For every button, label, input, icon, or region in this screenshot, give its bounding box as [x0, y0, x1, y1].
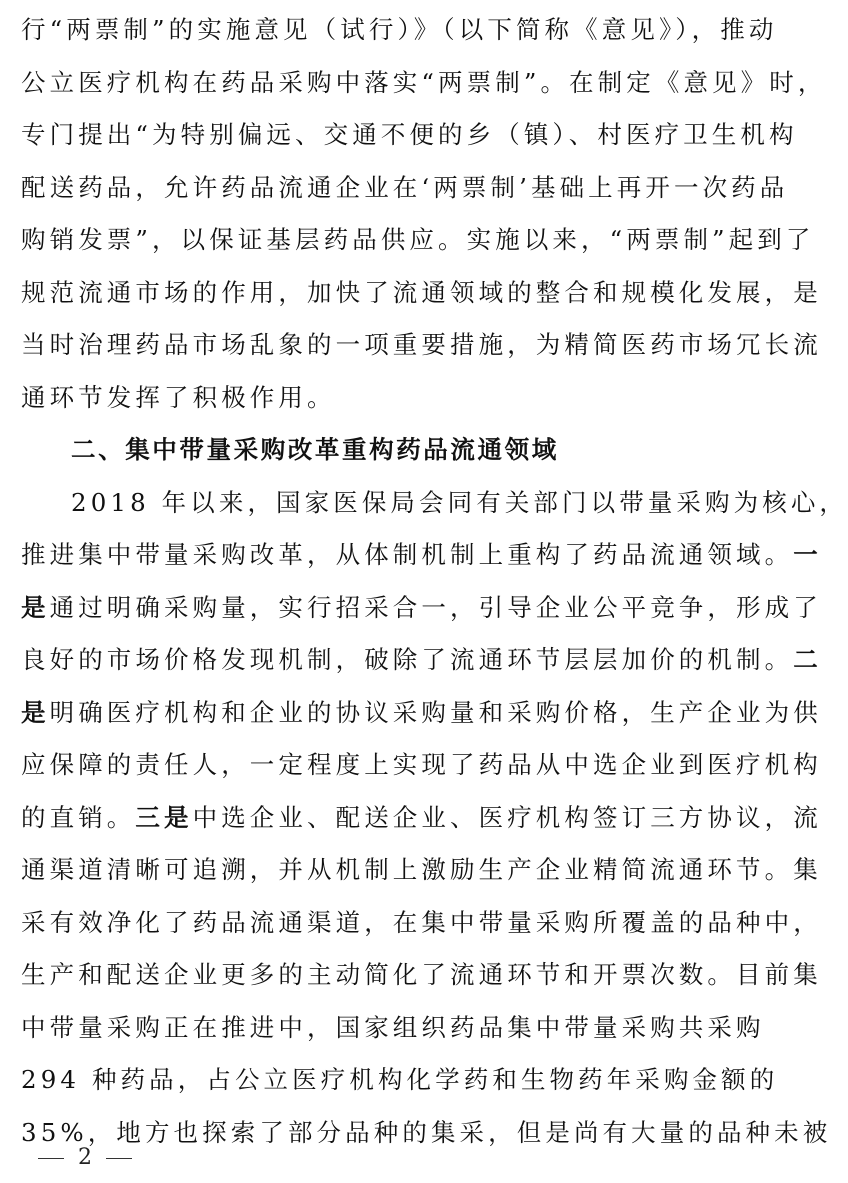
paragraph-line: 294 种药品，占公立医疗机构化学药和生物药年采购金额的: [21, 1065, 779, 1094]
paragraph-line: [21, 582, 822, 635]
body-line: 购销发票”，以保证基层药品供应。实施以来，“两票制”起到了: [21, 225, 815, 254]
enumeration-marker: 三是: [135, 802, 193, 832]
footer-dash-left: [38, 1158, 64, 1159]
footer-dash-right: [106, 1158, 132, 1159]
body-line: 通环节发挥了积极作用。: [21, 382, 336, 412]
paragraph-text: 明确医疗机构和企业的协议采购量和采购价格，生产企业为供: [49, 697, 822, 727]
paragraph-line: 采有效净化了药品流通渠道，在集中带量采购所覆盖的品种中，: [21, 907, 822, 937]
enumeration-marker: 是: [21, 592, 50, 622]
paragraph-text: 的直销。: [21, 802, 136, 832]
body-line: 专门提出“为特别偏远、交通不便的乡（镇）、村医疗卫生机构: [21, 120, 798, 149]
page-number: 2: [78, 1145, 92, 1170]
body-line: 规范流通市场的作用，加快了流通领域的整合和规模化发展，是: [21, 277, 822, 307]
paragraph-line: 通渠道清晰可追溯，并从机制上激励生产企业精简流通环节。集: [21, 855, 822, 884]
body-line: 当时治理药品市场乱象的一项重要措施，为精简医药市场冗长流: [21, 330, 822, 359]
paragraph-text: 推进集中带量采购改革，从体制机制上重构了药品流通领域。: [21, 540, 794, 569]
paragraph-text: 良好的市场价格发现机制，破除了流通环节层层加价的机制。: [21, 645, 794, 674]
page-footer: [38, 1143, 132, 1173]
enumeration-marker: 二: [793, 645, 822, 674]
enumeration-marker: 是: [21, 697, 50, 727]
paragraph-line: [21, 792, 822, 845]
body-line: 公立医疗机构在药品采购中落实“两票制”。在制定《意见》时，: [21, 67, 827, 97]
body-line: 行“两票制”的实施意见（试行）》（以下简称《意见》），推动: [21, 15, 778, 44]
paragraph-line: [21, 529, 822, 582]
section-heading: 二、集中带量采购改革重构药品流通领域: [71, 435, 559, 464]
paragraph-text: 中选企业、配送企业、医疗机构签订三方协议，流: [192, 802, 822, 832]
enumeration-marker: 一: [793, 540, 822, 569]
paragraph-text: 通过明确采购量，实行招采合一，引导企业公平竞争，形成了: [49, 592, 822, 622]
paragraph-line: [21, 634, 822, 687]
body-line: 配送药品，允许药品流通企业在‘两票制’基础上再开一次药品: [21, 172, 789, 202]
paragraph-line: 中带量采购正在推进中，国家组织药品集中带量采购共采购: [21, 1012, 765, 1042]
paragraph-line: 应保障的责任人，一定程度上实现了药品从中选企业到医疗机构: [21, 750, 822, 779]
paragraph-line: [21, 687, 822, 740]
paragraph-line: 35%，地方也探索了部分品种的集采，但是尚有大量的品种未被: [21, 1117, 832, 1147]
paragraph-line: 2018 年以来，国家医保局会同有关部门以带量采购为核心，: [71, 487, 848, 517]
document-page: [21, 0, 848, 1159]
paragraph-line: 生产和配送企业更多的主动简化了流通环节和开票次数。目前集: [21, 960, 822, 989]
